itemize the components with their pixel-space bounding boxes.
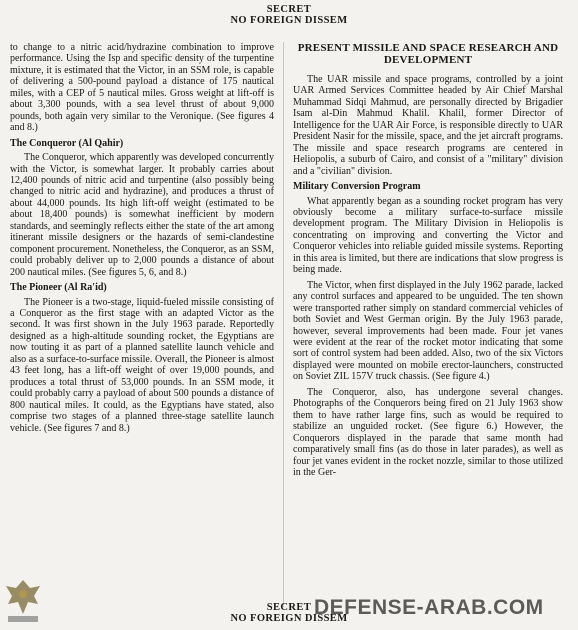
header-secret: SECRET xyxy=(266,4,312,15)
section-heading: PRESENT MISSILE AND SPACE RESEARCH AND DEVELOPMENT xyxy=(297,42,559,66)
left-column xyxy=(10,42,274,434)
watermark-text: DEFENSE-ARAB.COM xyxy=(314,596,544,619)
subheading-conqueror: The Conqueror (Al Qahir) xyxy=(10,137,124,149)
subheading-pioneer: The Pioneer (Al Ra'id) xyxy=(10,282,107,294)
eagle-emblem-icon xyxy=(2,574,44,626)
header-dissem: NO FOREIGN DISSEM xyxy=(230,15,348,26)
footer-secret: SECRET xyxy=(266,602,312,613)
paragraph-pioneer: The Pioneer is a two-stage, liquid-fueled missile consisting of a Conqueror as the first stage with an adapted Victor as the second. It was first shown in the July 1963 parade. Reportedly designed as a high-altitude sounding rocket, the Egyptians are now touting it as part of a planned satellite launch vehicle and also as a surface-to-surface missile. Overall, the Pioneer is almost 43 feet long, has a lift-off weight of over 19,000 pounds, and produces a total thrust of 53,000 pounds. In an SSM mode, it could probably carry a payload of about 500 pounds a distance of 800 nautical miles. It could, as the Egyptians have stated, also comprise two stages of a planned three-stage satellite launch vehicle. (See figures 7 and 8.) xyxy=(10,296,274,434)
paragraph-victor-performance: to change to a nitric acid/hydrazine combination to improve performance. Using the Isp and specific density of the turpentine mixture, it is estimated that the Victor, in an SSM role, is capable of delivering a 500-pound payload a distance of 175 nautical miles, with a CEP of 5 nautical miles. Gross weight at lift-off is about 3,300 pounds, with a sea level thrust of about 9,000 pounds, both again very similar to the Veronique. (See figures 4 and 8.) xyxy=(10,42,274,134)
subheading-military-conversion: Military Conversion Program xyxy=(293,181,421,193)
right-column xyxy=(293,42,563,478)
paragraph-conqueror-changes: The Conqueror, also, has undergone several changes. Photographs of the Conquerors being fired on 21 July 1963 show them to have rather large fins, such as would be required to stabilize an unguided rocket. (See figure 6.) However, the Conquerors displayed in the parade that same month had comparatively small fins (as do those in later parades), as well as four jet vanes evident in the rocket nozzle, similar to those utilized in the Ger- xyxy=(293,386,563,478)
paragraph-programs: The UAR missile and space programs, controlled by a joint UAR Armed Services Committee headed by Air Chief Marshal Muhammad Sidqi Mahmud, are personally directed by Brigadier Isam al-Din Mahmud Khalil. Khalil, former Director of Intelligence for the UAR Air Force, is responsible directly to UAR President Nasir for the missile, space, and the jet aircraft programs. The missile and space research programs are centered in Heliopolis, a suburb of Cairo, and consist of a "military" division and a "civilian" division. xyxy=(293,74,563,177)
column-divider xyxy=(283,42,284,607)
paragraph-military-program: What apparently began as a sounding rocket program has very obviously become a military surface-to-surface missile development program. The Military Division in Heliopolis is concentrating on improving and converting the Victor and Conqueror vehicles into reliable guided missile systems. Reporting in this area is limited, but there are indications that slow progress is being made. xyxy=(293,195,563,276)
paragraph-conqueror: The Conqueror, which apparently was developed concurrently with the Victor, is somewhat larger. It probably carries about 12,400 pounds of nitric acid and turpentine (also possibly being changed to nitric acid and hydrazine), and produces a thrust of about 44,000 pounds. Its high lift-off weight (estimated to be about 18,400 pounds) is somewhat inefficient by modern standards, and seemingly reflects either the state of the art among itinerant missile designers or the hazards of semi-clandestine component procurement. Nonetheless, the Conqueror, as an SSM, could probably deliver up to 2,000 pounds a distance of about 200 nautical miles. (See figures 5, 6, and 8.) xyxy=(10,152,274,278)
footer-dissem: NO FOREIGN DISSEM xyxy=(230,613,348,624)
classification-header xyxy=(0,4,578,26)
paragraph-victor-display: The Victor, when first displayed in the July 1962 parade, lacked any control surfaces and appeared to be unguided. The ten shown were transported rather simply on standard commercial vehicles of both Soviet and West German origin. By the July 1963 parade, however, several improvements had been made. Four jet vanes were evident at the rear of the rocket motor indicating that some sort of control system had been added. Also, two of the six Victors displayed were mounted on mobile erector-launchers, constructed on Soviet ZIL 157V truck chassis. (See figure 4.) xyxy=(293,279,563,383)
